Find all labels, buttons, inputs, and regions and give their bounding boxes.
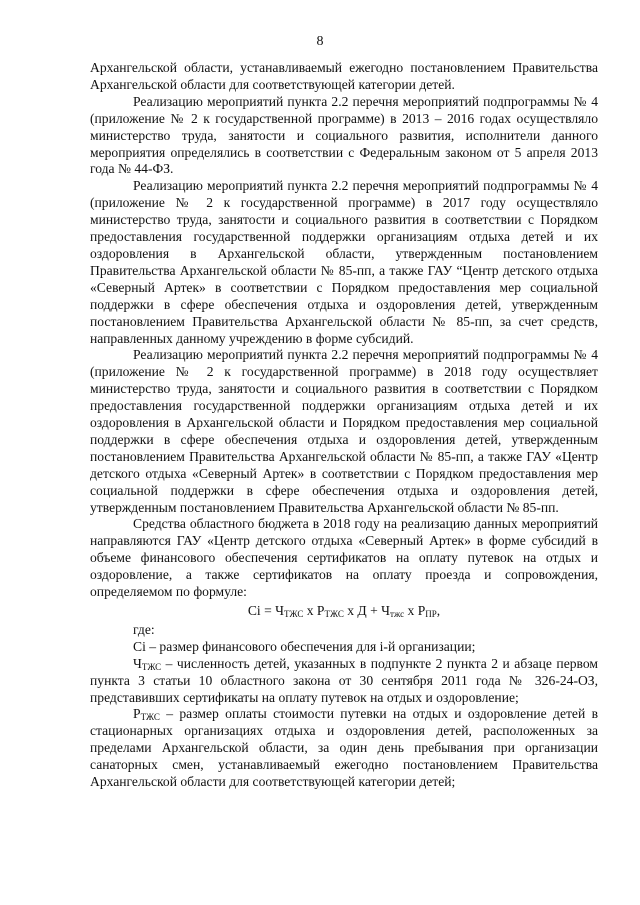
paragraph-budget-funds: Средства областного бюджета в 2018 году на реализацию данных мероприятий направляются ГАУ «Центр детского отдыха «Северный Артек» в форме субсидий в объеме финансового обеспечения сертификатов на оплату путевок на отдых и оздоровление, а также сертификатов на оплату проезда и сопровождения, определяемом по формуле: xyxy=(90,516,598,600)
formula-sub-4: ПР xyxy=(425,609,437,619)
definition-ci: Ci – размер финансового обеспечения для i-й организации; xyxy=(133,638,476,654)
paragraph-2017: Реализацию мероприятий пункта 2.2 перечня мероприятий подпрограммы № 4 (приложение № 2 к государственной программе) в 2017 году осуществляло министерство труда, занятости и социального развития в соответствии с Порядком предоставления государственной поддержки организациям отдыха детей и их оздоровления в Архангельской области, утвержденным постановлением Правительства Архангельской области № 85-пп, а также ГАУ “Центр детского отдыха «Северный Артек» в соответствии с Порядком предоставления мер социальной поддержки в сфере обеспечения отдыха и оздоровления детей, утвержденным постановлением Правительства Архангельской области № 85-пп, за счет средств, направленных данному учреждению в форме субсидий. xyxy=(90,178,598,346)
formula xyxy=(90,603,598,620)
formula-lhs: Ci = Ч xyxy=(247,603,284,618)
document-body xyxy=(90,60,598,791)
where-label: где: xyxy=(133,621,155,637)
definition-ch xyxy=(90,656,598,707)
definition-r xyxy=(90,706,598,791)
definition-ch-sub: ТЖС xyxy=(141,661,162,672)
definition-r-text: – размер оплаты стоимости путевки на отдых и оздоровление детей в стационарных организациях отдыха и оздоровления детей, расположенных за пределами Архангельской области, за один день пребывания при организации санаторных смен, устанавливаемый ежегодно постановлением Правительства Архангельской области для соответствующей категории детей; xyxy=(90,706,598,790)
formula-sub-1: ТЖС xyxy=(283,609,304,619)
formula-part-2: х Р xyxy=(303,603,325,618)
formula-tail: , xyxy=(436,603,441,618)
page-number: 8 xyxy=(316,34,324,49)
formula-sub-3: тжс xyxy=(390,609,405,619)
paragraph-2013-2016: Реализацию мероприятий пункта 2.2 перечня мероприятий подпрограммы № 4 (приложение № 2 к государственной программе) в 2013 – 2016 годах осуществляло министерство труда, занятости и социального развития, исполнители данного мероприятия определялись в соответствии с Федеральным законом от 5 апреля 2013 года № 44-ФЗ. xyxy=(90,93,598,177)
formula-part-4: х Р xyxy=(404,603,426,618)
definition-ch-symbol: Ч xyxy=(133,655,142,671)
formula-part-3: х Д + Ч xyxy=(343,603,390,618)
paragraph-2018: Реализацию мероприятий пункта 2.2 перечня мероприятий подпрограммы № 4 (приложение № 2 к государственной программе) в 2018 году осуществляет министерство труда, занятости и социального развития в соответствии с Порядком предоставления государственной поддержки организациям отдыха детей и их оздоровления в Архангельской области и Порядком предоставления мер социальной поддержки в сфере обеспечения отдыха и оздоровления детей, утвержденным постановлением Правительства Архангельской области № 85-пп, а также ГАУ «Центр детского отдыха «Северный Артек» в соответствии с Порядком предоставления мер социальной поддержки в сфере обеспечения отдыха и оздоровления детей, утвержденным постановлением Правительства Архангельской области № 85-пп. xyxy=(90,347,598,515)
definition-r-sub: ТЖС xyxy=(140,712,160,723)
definition-ch-text: – численность детей, указанных в подпункте 2 пункта 2 и абзаце первом пункта 3 статьи 10 областного закона от 30 сентября 2011 года № 326-24-ОЗ, представивших сертификаты на оплату путевок на отдых и оздоровление; xyxy=(90,655,598,705)
definition-r-symbol: Р xyxy=(133,706,141,722)
formula-sub-2: ТЖС xyxy=(324,609,344,619)
paragraph-continuation: Архангельской области, устанавливаемый ежегодно постановлением Правительства Архангельской области для соответствующей категории детей. xyxy=(90,60,598,92)
